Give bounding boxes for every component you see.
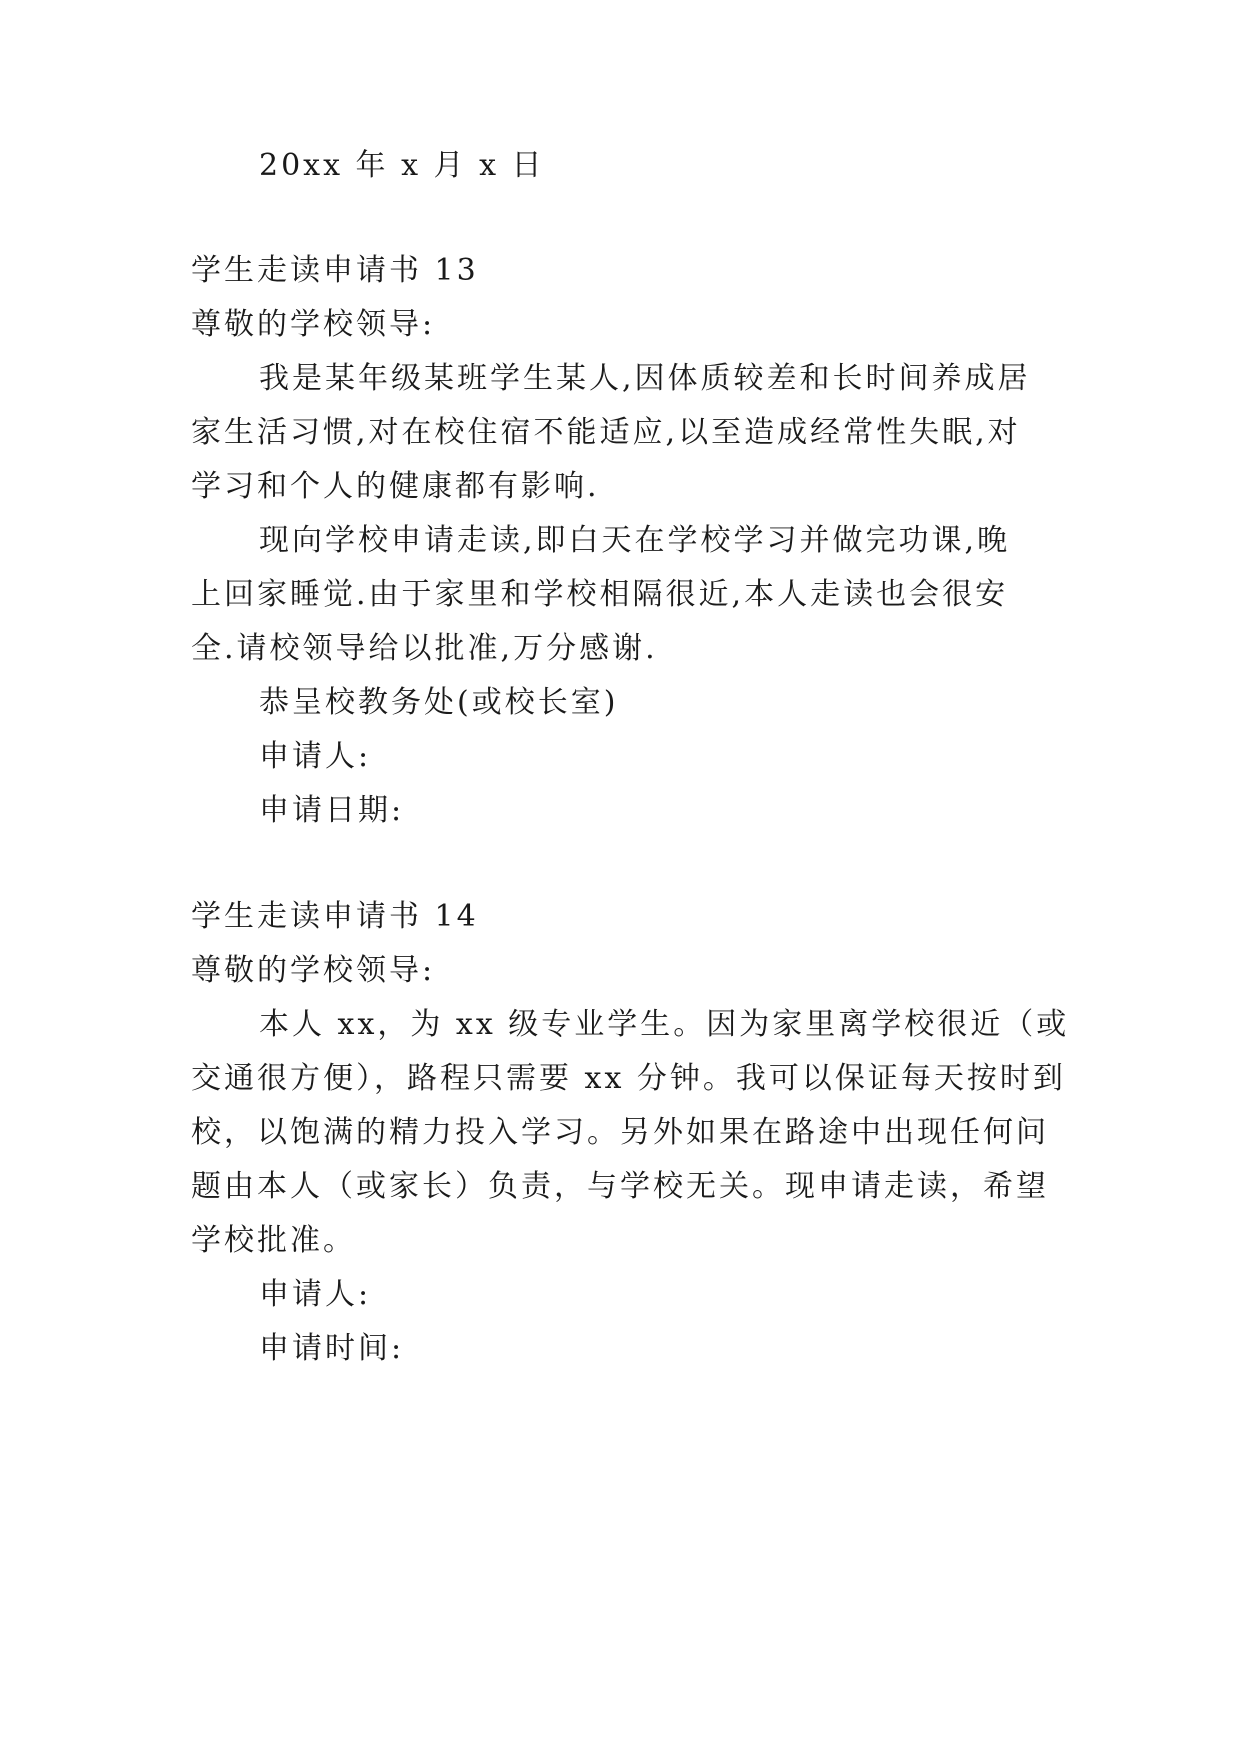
letter13-paragraph2-line3: 全.请校领导给以批准,万分感谢.: [191, 631, 658, 666]
letter13-paragraph1-line1: 我是某年级某班学生某人,因体质较差和长时间养成居: [259, 361, 1031, 396]
letter13-title: 学生走读申请书 13: [191, 253, 479, 288]
letter13-paragraph2-line1: 现向学校申请走读,即白天在学校学习并做完功课,晚: [259, 523, 1011, 558]
letter14-paragraph1-line3: 校，以饱满的精力投入学习。另外如果在路途中出现任何问: [191, 1115, 1049, 1150]
letter14-paragraph1-line1: 本人 xx，为 xx 级专业学生。因为家里离学校很近（或: [259, 1007, 1070, 1042]
letter13-paragraph1-line3: 学习和个人的健康都有影响.: [191, 469, 600, 504]
letter13-salutation: 尊敬的学校领导:: [191, 307, 436, 342]
letter14-salutation: 尊敬的学校领导:: [191, 953, 436, 988]
letter14-paragraph1-line5: 学校批准。: [191, 1223, 356, 1258]
letter14-title: 学生走读申请书 14: [191, 899, 479, 934]
letter13-paragraph1-line2: 家生活习惯,对在校住宿不能适应,以至造成经常性失眠,对: [191, 415, 1021, 450]
letter13-paragraph2-line2: 上回家睡觉.由于家里和学校相隔很近,本人走读也会很安: [191, 577, 1009, 612]
letter14-paragraph1-line2: 交通很方便），路程只需要 xx 分钟。我可以保证每天按时到: [191, 1061, 1066, 1096]
letter13-applicant: 申请人:: [259, 739, 372, 774]
letter13-recipient: 恭呈校教务处(或校长室): [259, 685, 619, 720]
letter14-paragraph1-line4: 题由本人（或家长）负责，与学校无关。现申请走读，希望: [191, 1169, 1049, 1204]
date-line: 20xx 年 x 月 x 日: [259, 148, 545, 183]
letter14-application-time: 申请时间:: [259, 1331, 405, 1366]
letter13-application-date: 申请日期:: [259, 793, 405, 828]
letter14-applicant: 申请人:: [259, 1277, 372, 1312]
